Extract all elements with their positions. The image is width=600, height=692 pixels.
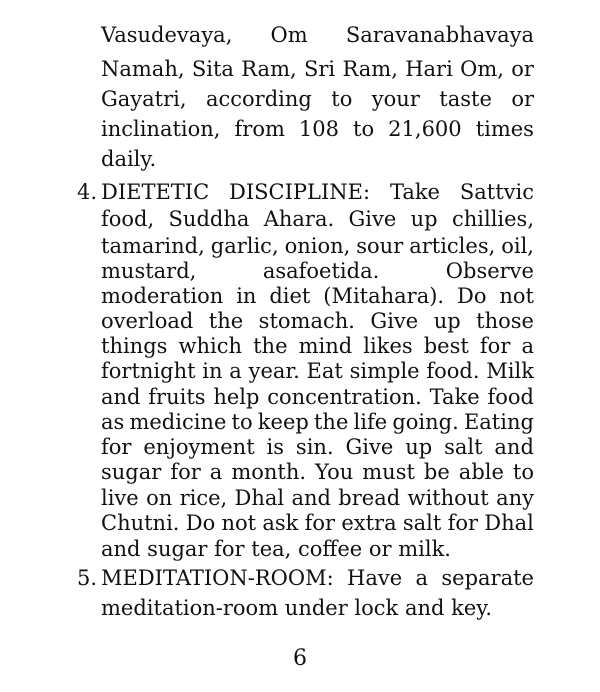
word: for: [101, 435, 132, 459]
word: which: [178, 334, 243, 358]
word: simple: [349, 359, 420, 383]
word: Namah,: [101, 57, 185, 81]
text-line: [101, 434, 534, 460]
text-line: [101, 308, 534, 334]
word: food,: [101, 207, 155, 231]
word: and: [101, 385, 141, 409]
word: on: [146, 486, 173, 510]
text-line: [101, 86, 534, 112]
word: sour: [356, 234, 404, 258]
word: Give: [345, 435, 394, 459]
word: You: [315, 460, 354, 484]
word: inclination,: [101, 117, 221, 141]
word: MEDITATION-ROOM:: [101, 566, 334, 590]
word: year.: [248, 359, 300, 383]
word: sin.: [295, 435, 334, 459]
word: medicine: [129, 410, 227, 434]
word: for: [304, 511, 336, 535]
word: Do: [457, 284, 487, 308]
word: daily.: [101, 147, 157, 171]
word: a: [415, 566, 429, 590]
word: ask: [262, 511, 299, 535]
word: a: [209, 460, 223, 484]
word: up: [433, 309, 461, 333]
word: taste: [439, 87, 492, 111]
word: (Mitahara).: [323, 284, 445, 308]
word: Suddha: [168, 207, 250, 231]
word: tamarind,: [101, 234, 205, 258]
word: Milk: [486, 359, 534, 383]
text-line: [101, 283, 534, 309]
word: stomach.: [258, 309, 355, 333]
word: going.: [392, 410, 459, 434]
word: rice,: [179, 486, 228, 510]
word: keep: [257, 410, 309, 434]
word: live: [101, 486, 139, 510]
word: meditation-room under lock and key.: [101, 596, 493, 620]
item-number: 5.: [77, 566, 98, 590]
word: not: [499, 284, 534, 308]
word: likes: [363, 334, 413, 358]
word: Sri: [303, 57, 336, 81]
word: Give: [370, 309, 419, 333]
text-line: [101, 459, 534, 485]
word: overload: [101, 309, 194, 333]
word: and: [494, 435, 534, 459]
text-line: [101, 258, 534, 284]
word: asafoetida.: [262, 259, 380, 283]
text-line: [101, 565, 534, 591]
word: mind: [298, 334, 353, 358]
word: Ram,: [241, 57, 297, 81]
word: according: [205, 87, 312, 111]
word: Sattvic: [459, 180, 534, 204]
item-number: 4.: [77, 180, 98, 204]
word: or: [511, 87, 534, 111]
word: fruits: [148, 385, 206, 409]
word: for: [170, 460, 201, 484]
word: enjoyment: [143, 435, 255, 459]
word: salt: [444, 435, 483, 459]
word: in: [236, 284, 257, 308]
word: to: [512, 460, 534, 484]
word: times: [475, 117, 534, 141]
word: Give: [348, 207, 397, 231]
word: must: [362, 460, 415, 484]
text-line: [101, 485, 534, 511]
word: the: [208, 309, 244, 333]
word: salt: [402, 511, 442, 535]
word: Take: [389, 180, 440, 204]
word: and sugar for tea, coffee or milk.: [101, 537, 451, 561]
word: food.: [426, 359, 480, 383]
text-line: [101, 409, 534, 435]
word: for: [479, 334, 511, 358]
word: Eat: [306, 359, 343, 383]
text-line: [101, 510, 534, 536]
word: Dhal: [234, 486, 285, 510]
word: be: [423, 460, 450, 484]
word: concentration.: [267, 385, 422, 409]
word: Vasudevaya,: [101, 23, 233, 47]
text-line: [101, 358, 534, 384]
word: from: [234, 117, 285, 141]
word: 108: [298, 117, 340, 141]
word: life: [353, 410, 388, 434]
word: best: [423, 334, 469, 358]
word: Gayatri,: [101, 87, 187, 111]
text-line: [101, 22, 534, 48]
word: Hari: [405, 57, 453, 81]
word: to: [331, 87, 353, 111]
text-line: [101, 179, 534, 205]
word: to: [353, 117, 375, 141]
word: or: [511, 57, 534, 81]
word: the: [253, 334, 288, 358]
word: not: [221, 511, 257, 535]
word: onion,: [284, 234, 351, 258]
word: mustard,: [101, 259, 197, 283]
word: Chutni.: [101, 511, 180, 535]
word: up: [405, 435, 433, 459]
word: DISCIPLINE:: [229, 180, 371, 204]
word: without: [407, 486, 489, 510]
word: a: [229, 359, 242, 383]
word: Ram,: [342, 57, 398, 81]
word: a: [521, 334, 534, 358]
word: Saravanabhavaya: [345, 23, 534, 47]
word: to: [231, 410, 253, 434]
text-line: [101, 384, 534, 410]
word: any: [496, 486, 534, 510]
word: help: [213, 385, 260, 409]
word: chillies,: [451, 207, 534, 231]
text-line: [101, 333, 534, 359]
word: Take: [429, 385, 480, 409]
word: able: [458, 460, 504, 484]
word: garlic,: [210, 234, 279, 258]
word: Om,: [460, 57, 504, 81]
word: for: [447, 511, 479, 535]
word: oil,: [501, 234, 534, 258]
word: Sita: [191, 57, 234, 81]
text-line: [101, 595, 492, 621]
word: sugar: [101, 460, 162, 484]
word: articles,: [409, 234, 496, 258]
word: Ahara.: [263, 207, 335, 231]
word: Have: [347, 566, 403, 590]
word: those: [476, 309, 534, 333]
word: diet: [269, 284, 311, 308]
word: is: [266, 435, 285, 459]
word: Dhal: [484, 511, 534, 535]
word: Do: [185, 511, 216, 535]
word: extra: [341, 511, 397, 535]
word: bread: [338, 486, 401, 510]
word: DIETETIC: [101, 180, 210, 204]
text-line: [101, 56, 534, 82]
word: month.: [231, 460, 307, 484]
text-line: [101, 116, 534, 142]
text-line: [101, 206, 534, 232]
text-line: [101, 536, 451, 562]
word: things: [101, 334, 168, 358]
page-number: 6: [293, 646, 307, 671]
word: your: [371, 87, 420, 111]
word: fortnight: [101, 359, 196, 383]
word: the: [313, 410, 349, 434]
word: and: [291, 486, 331, 510]
word: Observe: [445, 259, 534, 283]
word: moderation: [101, 284, 224, 308]
word: food: [487, 385, 534, 409]
word: Eating: [463, 410, 534, 434]
word: Om: [270, 23, 308, 47]
text-line: [101, 146, 156, 172]
word: in: [202, 359, 223, 383]
word: 21,600: [388, 117, 462, 141]
word: as: [101, 410, 125, 434]
word: up: [410, 207, 438, 231]
text-line: [101, 233, 534, 259]
word: separate: [441, 566, 534, 590]
